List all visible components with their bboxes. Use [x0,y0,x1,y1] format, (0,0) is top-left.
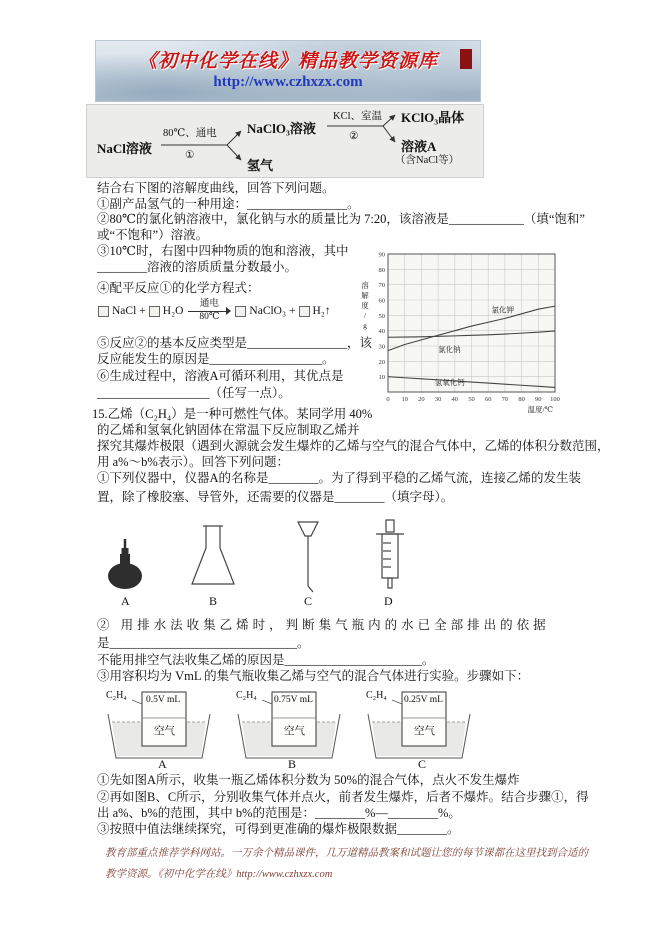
svg-text:0: 0 [386,396,390,403]
footer-line-1: 教育部重点推荐学科网站。一万余个精品课件，几万道精品教案和试题让您的每节课都在这里找到合适的 [105,848,588,859]
site-url: http://www.czhxzx.com [213,74,363,90]
equation-product-2: H₂↑ [312,305,331,317]
question-15-2-line1: ② 用排水法收集乙烯时，判断集气瓶内的水已全部排出的依据 [97,618,550,632]
arrow-line [188,311,230,312]
apparatus-figure [98,514,420,610]
alcohol-lamp-icon [108,539,142,589]
header-banner [95,40,481,102]
svg-text:40: 40 [378,328,385,336]
bottle-c-air-label: 空气 [414,726,435,737]
svg-text:50: 50 [468,396,475,403]
question-2-line2: 或“不饱和”）溶液。 [97,228,209,242]
flow-condition-2: KCl、室温 [333,111,383,122]
apparatus-label-a: A [121,594,130,608]
process-flowchart [86,104,484,178]
question-intro: 结合右下图的溶解度曲线，回答下列问题。 [97,181,335,195]
svg-text:20: 20 [418,396,425,403]
svg-text:氢氧化钙: 氢氧化钙 [434,378,465,388]
question-1: ①副产品氢气的一种用途：________________。 [97,197,360,211]
conical-flask-icon [192,526,234,584]
svg-text:度: 度 [361,301,369,310]
svg-text:80: 80 [378,266,385,274]
chemical-equation [98,300,331,322]
condition-bottom: 80℃ [199,311,220,322]
coefficient-box [149,306,160,317]
equation-reactant-2: H₂O [162,305,184,317]
step-2-line2: 出 a%、b%的范围，其中 b%的范围是：________%—________%。 [97,806,461,820]
bottle-b-volume: 0.75V mL [274,695,313,705]
svg-text:50: 50 [378,312,385,320]
bottle-a-volume: 0.5V mL [146,695,181,705]
coefficient-box [235,306,246,317]
flow-node-hydrogen: 氢气 [247,158,274,173]
svg-text:70: 70 [378,282,385,290]
flow-condition-1: 80℃、通电 [163,128,217,139]
coefficient-box [98,306,109,317]
question-6-line1: ⑥生成过程中，溶液A可循环利用，其优点是 [97,369,344,383]
question-15-line3: 探究其爆炸极限（遇到火源就会发生爆炸的乙烯与空气的混合气体中，乙烯的体积分数范围， [97,439,610,453]
bottle-a-air-label: 空气 [154,726,175,737]
bottle-c-volume: 0.25V mL [404,695,443,705]
gas-label: C₂H₄ [236,690,257,701]
bottle-b-air-label: 空气 [284,726,305,737]
question-4: ④配平反应①的化学方程式： [97,281,260,295]
footer-line-2: 教学资源。《初中化学在线》http://www.czhxzx.com [105,869,333,880]
question-15-line4: 用 a%～b%表示）。回答下列问题： [97,455,289,469]
gas-label: C₂H₄ [366,690,387,701]
bottle-c-letter: C [418,757,427,771]
question-15-line2: 的乙烯和氢氧化钠固体在常温下反应制取乙烯并 [97,423,360,437]
svg-text:g: g [363,321,367,330]
gas-label: C₂H₄ [106,690,127,701]
step-3: ③按照中值法继续探究，可得到更准确的爆炸极限数据________。 [97,822,460,836]
question-2-line1: ②80℃的氯化钠溶液中，氯化钠与水的质量比为 7:20，该溶液是____________（填“饱和” [97,212,585,226]
question-6-line2: __________________（任写一点）。 [97,386,291,400]
solubility-chart [358,246,563,418]
step-2-line1: ②再如图B、C所示，分别收集气体并点火，前者发生爆炸，后者不爆炸。结合步骤①，得 [97,790,589,804]
apparatus-label-c: C [304,594,313,608]
question-15-1-line2: 置，除了橡胶塞、导管外，还需要的仪器是________（填字母）。 [97,490,454,504]
step-1: ①先如图A所示，收集一瓶乙烯体积分数为 50%的混合气体，点火不发生爆炸 [97,773,520,787]
apparatus-label-d: D [384,594,393,608]
syringe-icon [376,520,404,588]
svg-text:/: / [363,311,367,320]
svg-text:解: 解 [361,291,369,300]
svg-text:30: 30 [378,343,385,351]
reaction-arrow [188,300,230,322]
coefficient-box [299,306,310,317]
svg-text:80: 80 [518,396,525,403]
apparatus-drawing [98,514,420,610]
svg-text:温度/℃: 温度/℃ [527,405,553,414]
svg-text:氯化钾: 氯化钾 [491,305,515,315]
question-3-line1: ③10℃时，右图中四种物质的饱和溶液，其中 [97,244,349,258]
svg-text:10: 10 [378,374,385,382]
condition-top: 通电 [199,299,219,309]
bottle-a-letter: A [158,757,167,771]
svg-text:60: 60 [484,396,492,403]
question-15-3: ③用容积均为 VmL 的集气瓶收集乙烯与空气的混合气体进行实验。步骤如下： [97,669,530,683]
question-15-2-line3: 不能用排空气法收集乙烯的原因是______________________。 [97,653,435,667]
question-5-line2: 反应能发生的原因是__________________。 [97,352,335,366]
question-15-line1: 15.乙烯（C₂H₄）是一种可燃性气体。某同学用 40% [92,407,373,421]
red-seal-icon [460,49,472,69]
site-title: 《初中化学在线》精品教学资源库 [137,51,438,72]
svg-text:20: 20 [378,358,385,366]
svg-text:60: 60 [378,297,385,305]
plus-sign: + [139,305,146,317]
plus-sign: + [289,305,296,317]
flow-node-solution-a-note: （含NaCl等） [395,155,460,166]
flow-step-1: ① [185,150,195,161]
flow-node-nacl: NaCl溶液 [97,141,152,156]
question-3-line2: ________溶液的溶质质量分数最小。 [97,260,298,274]
svg-text:溶: 溶 [361,281,369,290]
svg-text:10: 10 [401,396,408,403]
question-15-1-line1: ①下列仪器中，仪器A的名称是________。为了得到平稳的乙烯气流，连接乙烯的发生装 [97,471,582,485]
svg-text:70: 70 [501,396,509,403]
svg-text:40: 40 [451,396,459,403]
long-neck-funnel-icon [298,522,318,592]
bottle-b-letter: B [288,757,297,771]
flow-node-kclo3: KClO₃晶体 [401,110,465,125]
flow-node-naclo3: NaClO₃溶液 [247,121,316,136]
svg-text:90: 90 [378,251,385,259]
question-5-line1: ⑤反应②的基本反应类型是________________，该 [97,336,373,350]
svg-text:90: 90 [535,396,542,403]
svg-text:30: 30 [434,396,442,403]
svg-text:氯化钠: 氯化钠 [438,345,461,355]
flow-step-2: ② [349,131,359,142]
apparatus-label-b: B [209,594,218,608]
question-15-2-line2: 是______________________________。 [97,636,310,650]
gas-collection-figure [100,688,490,770]
svg-text:100: 100 [550,396,560,403]
equation-reactant-1: NaCl [112,305,137,317]
flow-node-solution-a: 溶液A [401,139,437,154]
equation-product-1: NaClO₃ [249,305,286,317]
